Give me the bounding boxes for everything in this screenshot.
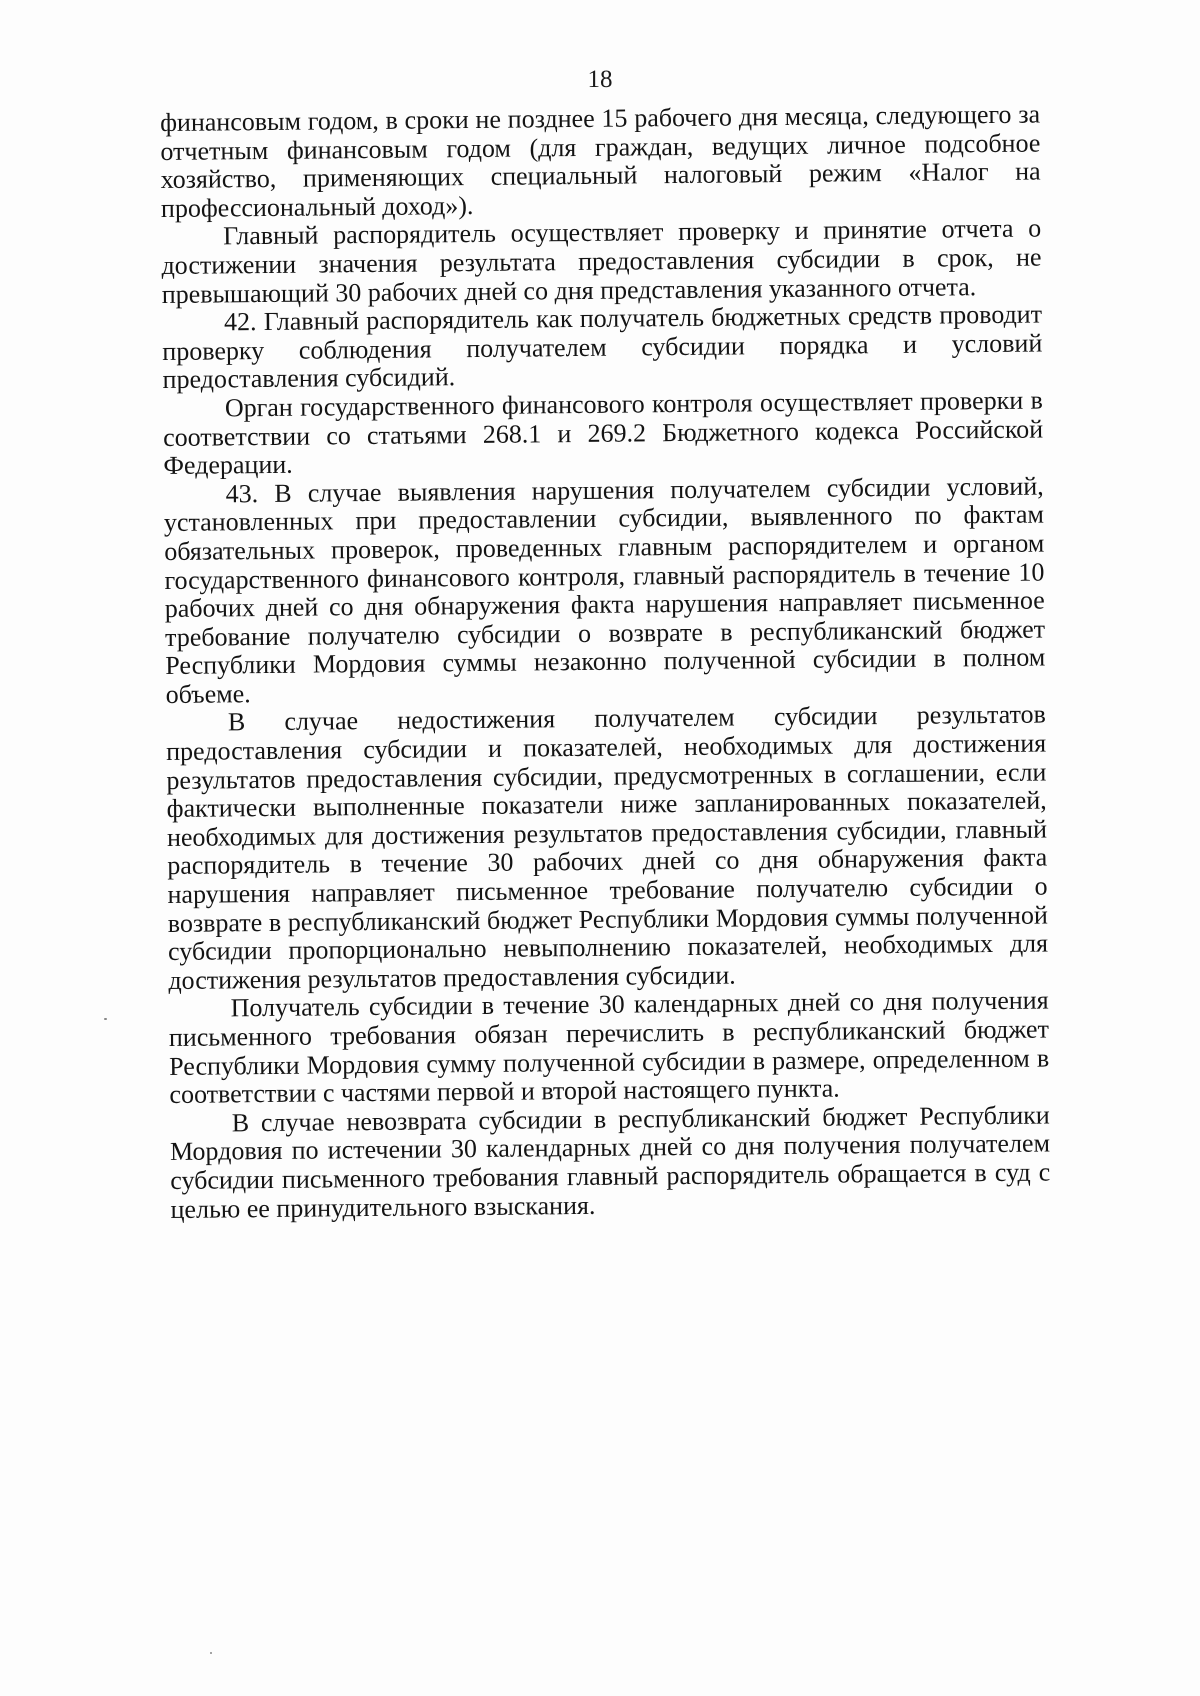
paragraph-2: Главный распорядитель осуществляет проверку и принятие отчета о достижении значения результата предоставления субсидии в срок, не превышающий 30 рабочих дней со дня представления указанного отчета. [161, 213, 1042, 309]
paragraph-7: Получатель субсидии в течение 30 календарных дней со дня получения письменного требования обязан перечислить в республиканский бюджет Республики Мордовия сумму полученной субсидии в размере, определенном в соответствии с частями первой и второй настоящего пункта. [168, 985, 1050, 1110]
page-number: 18 [587, 66, 613, 93]
paragraph-4: Орган государственного финансового контроля осуществляет проверки в соответствии со статьями 268.1 и 269.2 Бюджетного кодекса Российской Федерации. [163, 385, 1044, 481]
paragraph-8: В случае невозврата субсидии в республиканский бюджет Республики Мордовия по истечении 30 календарных дней со дня получения получателем субсидии письменного требования главный распорядитель обращается в суд с целью ее принудительного взыскания. [169, 1100, 1051, 1224]
scan-speck [104, 1018, 107, 1020]
scan-speck [210, 1652, 212, 1654]
document-body [160, 101, 1051, 1225]
paragraph-1: финансовым годом, в сроки не позднее 15 рабочего дня месяца, следующего за отчетным финансовым годом (для граждан, ведущих личное подсобное хозяйство, применяющих специальный налоговый режим «Налог на профессиональный доход»). [159, 99, 1041, 223]
paragraph-5: 43. В случае выявления нарушения получателем субсидии условий, установленных при предоставлении субсидии, выявленного по фактам обязательных проверок, проведенных главным распорядителем и органом государственного финансового контроля, главный распорядитель в течение 10 рабочих дней со дня обнаружения факта нарушения направляет письменное требование получателю субсидии о возврате в республиканский бюджет Республики Мордовия суммы незаконно полученной субсидии в полном объеме. [163, 471, 1046, 709]
paragraph-3: 42. Главный распорядитель как получатель бюджетных средств проводит проверку соблюдения получателем субсидии порядка и условий предоставления субсидий. [162, 299, 1043, 395]
paragraph-6: В случае недостижения получателем субсидии результатов предоставления субсидии и показателей, необходимых для достижения результатов предоставления субсидии, предусмотренных в соглашении, если фактически выполненные показатели ниже запланированных показателей, необходимых для достижения результатов предоставления субсидии, главный распорядитель в течение 30 рабочих дней со дня обнаружения факта нарушения направляет письменное требование получателю субсидии о возврате в республиканский бюджет Республики Мордовия суммы полученной субсидии пропорционально невыполнению показателей, необходимых для достижения результатов предоставления субсидии. [166, 699, 1049, 995]
